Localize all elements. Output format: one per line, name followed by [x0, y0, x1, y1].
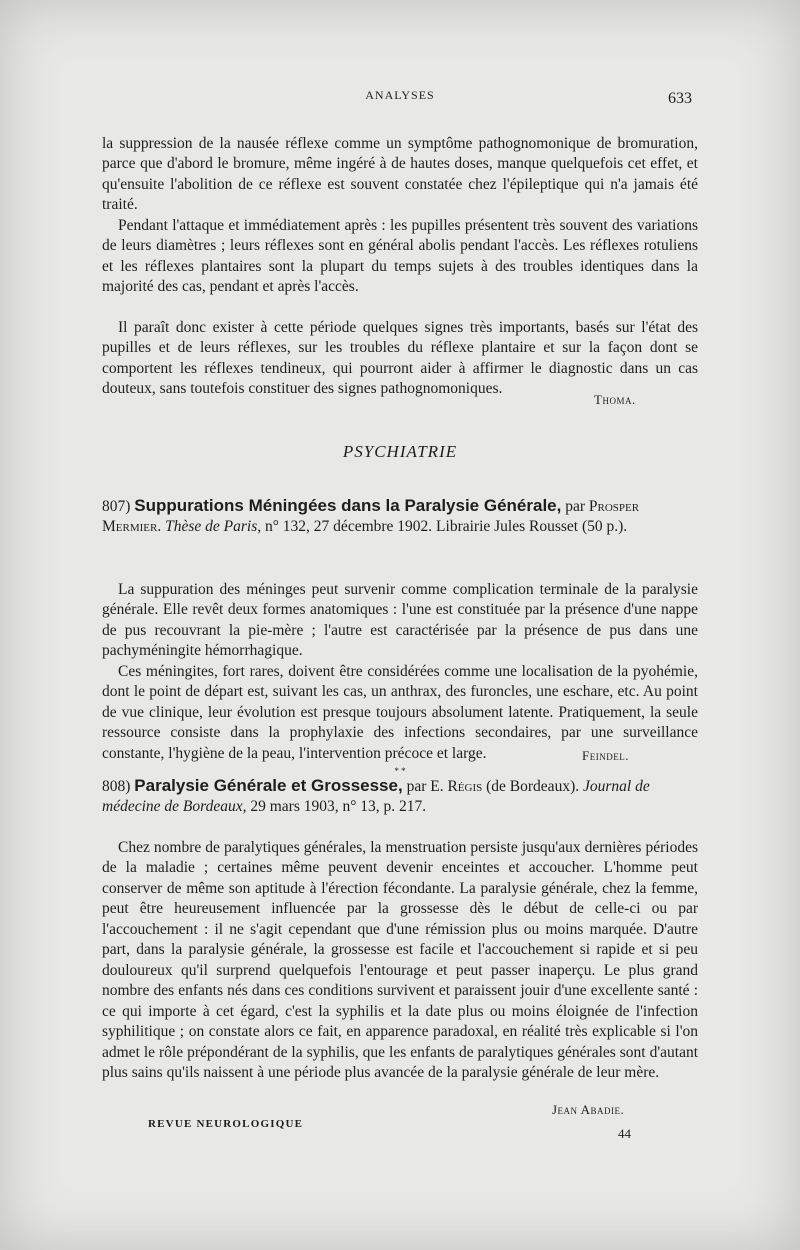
- entry-808-title: Paralysie Générale et Grossesse,: [134, 776, 403, 795]
- entry-808: [102, 776, 698, 817]
- page-number: 633: [668, 90, 692, 107]
- footer-journal: REVUE NEUROLOGIQUE: [148, 1118, 304, 1130]
- signature-feindel: Feindel.: [582, 748, 629, 763]
- paragraph-808-1: Chez nombre de paralytiques générales, la menstruation persiste jusqu'aux dernières périodes de la maladie ; certaines même peuvent devenir enceintes et accoucher. L'homme peut conserver de même son aptitude à l'érection fécondante. La paralysie générale, chez la femme, peut être heureusement influencée par la grossesse dès le début de celle-ci ou par l'accouchement : il ne s'agit cependant que d'une rémission plus ou moins marquée. D'autre part, dans la paralysie générale, la grossesse est facile et l'accouchement si rapide et si peu douloureux qu'il surprend quelquefois l'entourage et peut passer inaperçu. Le plus grand nombre des enfants nés dans ces conditions survivent et paraissent jouir d'une excellente santé : ce qui importe à cet égard, c'est la syphilis et la date plus ou moins éloignée de l'infection syphilitique ; on constate alors ce fait, en apparence paradoxal, en réalité très explicable si l'on admet le rôle prépondérant de la syphilis, que les enfants de paralytiques générales sont d'autant plus sains qu'ils naissent à une période plus avancée de la paralysie générale de leur mère.: [102, 838, 698, 1081]
- entry-807-author: Prosper Mermier.: [102, 498, 640, 535]
- entry-808-number: 808): [102, 778, 131, 795]
- paragraph-1: la suppression de la nausée réflexe comme un symptôme pathognomonique de bromuration, parce que d'abord le bromure, même ingéré à de hautes doses, manque quelquefois cet effet, et qu'ensuite l'abolition de ce réflexe est souvent constatée chez l'épileptique qui n'a jamais été traité.: [102, 134, 698, 213]
- entry-807-title: Suppurations Méningées dans la Paralysie Générale,: [134, 496, 562, 515]
- entry-807-by: par: [565, 498, 586, 515]
- entry-807-number: 807): [102, 498, 131, 515]
- paragraph-2: Pendant l'attaque et immédiatement après : les pupilles présentent très souvent des variations de leurs diamètres ; leurs réflexes sont en général abolis pendant l'accès. Les réflexes rotuliens et les réflexes plantaires sont la plupart du temps sujets à des troubles identiques dans la majorité des cas, pendant et après l'accès.: [102, 216, 698, 295]
- entry-808-author: Régis: [447, 778, 483, 795]
- paragraph-807-2: Ces méningites, fort rares, doivent être considérées comme une localisation de la pyohémie, dont le point de départ est, suivant les cas, un anthrax, des furoncles, une eschare, etc. Au point de vue clinique, leur évolution est presque toujours absolument latente. Pratiquement, la seule ressource consiste dans la prophylaxie des infections secondaires, par une surveillance constante, l'hygiène de la peau, l'intervention précoce et large.: [102, 662, 698, 762]
- entry-807-source: Thèse de Paris,: [165, 518, 262, 535]
- footer-sheet-number: 44: [618, 1126, 631, 1141]
- entry-808-by: par E.: [406, 778, 444, 795]
- entry-808-affiliation: (de Bordeaux).: [486, 778, 580, 795]
- entry-808-source: Journal de médecine de Bordeaux,: [102, 778, 650, 815]
- separator-stars: * *: [394, 766, 406, 776]
- entry-808-details: 29 mars 1903, n° 13, p. 217.: [250, 798, 427, 815]
- entry-807-details: n° 132, 27 décembre 1902. Librairie Jules Rousset (50 p.).: [264, 518, 628, 535]
- signature-thoma: Thoma.: [594, 392, 636, 407]
- signature-abadie: Jean Abadie.: [552, 1102, 625, 1117]
- running-title: ANALYSES: [365, 88, 435, 102]
- section-title: PSYCHIATRIE: [342, 442, 458, 461]
- entry-807: [102, 496, 698, 537]
- paragraph-807-1: La suppuration des méninges peut survenir comme complication terminale de la paralysie générale. Elle revêt deux formes anatomiques : l'une est constituée par la présence d'une nappe de pus recouvrant la pie-mère ; l'autre est caractérisée par la présence de pus dans une pachyméningite hémorrhagique.: [102, 580, 698, 659]
- paragraph-3: Il paraît donc exister à cette période quelques signes très importants, basés sur l'état des pupilles et de leurs réflexes, sur les troubles du réflexe plantaire et sur la façon dont se comportent les réflexes tendineux, qui pourront aider à affirmer le diagnostic dans un cas douteux, sans toutefois constituer des signes pathognomoniques.: [102, 318, 698, 397]
